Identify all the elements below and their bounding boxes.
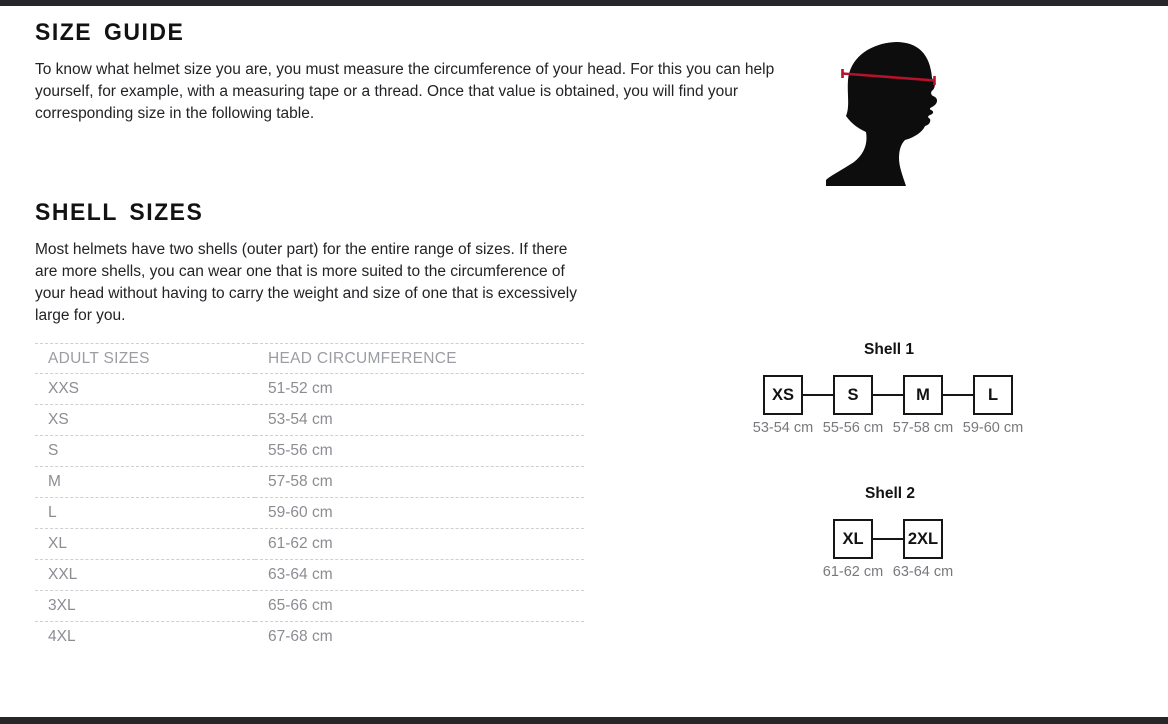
shell-size-item bbox=[958, 375, 1028, 436]
shell-2-diagram bbox=[818, 485, 962, 580]
size-box-xl: XL bbox=[833, 519, 873, 559]
shell-size-item bbox=[888, 519, 958, 580]
size-cell: XS bbox=[48, 411, 69, 428]
shell-2-title: Shell 2 bbox=[865, 485, 915, 502]
table-row bbox=[35, 405, 584, 436]
bottom-bar bbox=[0, 717, 1168, 724]
size-range-label: 53-54 cm bbox=[752, 420, 814, 436]
size-cell: S bbox=[48, 442, 59, 459]
shell-size-item bbox=[818, 519, 888, 580]
size-box-xs: XS bbox=[763, 375, 803, 415]
size-cell: M bbox=[48, 473, 61, 490]
table-row bbox=[35, 591, 584, 622]
size-guide-intro-text: To know what helmet size you are, you must measure the circumference of your head. For this you can help yourself, for example, with a measuring tape or a thread. Once that value is obtained, you will find your corresponding size in the following table. bbox=[35, 61, 775, 122]
adult-sizes-table bbox=[35, 343, 584, 653]
table-row bbox=[35, 467, 584, 498]
circumference-cell: 55-56 cm bbox=[268, 442, 333, 459]
head-silhouette-measure-icon bbox=[826, 40, 958, 188]
table-row bbox=[35, 560, 584, 591]
size-box-2xl: 2XL bbox=[903, 519, 943, 559]
size-cell: 3XL bbox=[48, 597, 76, 614]
size-guide-title: SIZE GUIDE bbox=[35, 18, 185, 46]
circumference-cell: 59-60 cm bbox=[268, 504, 333, 521]
size-range-label: 61-62 cm bbox=[822, 564, 884, 580]
size-range-label: 63-64 cm bbox=[892, 564, 954, 580]
size-range-label: 55-56 cm bbox=[822, 420, 884, 436]
shell-1-diagram bbox=[748, 341, 1030, 436]
circumference-cell: 51-52 cm bbox=[268, 380, 333, 397]
circumference-cell: 61-62 cm bbox=[268, 535, 333, 552]
table-row bbox=[35, 374, 584, 405]
size-cell: XXL bbox=[48, 566, 78, 583]
shell-1-title: Shell 1 bbox=[864, 341, 914, 358]
circumference-cell: 67-68 cm bbox=[268, 628, 333, 646]
shell-size-item bbox=[888, 375, 958, 436]
column-header-adult-sizes: ADULT SIZES bbox=[48, 349, 150, 367]
table-header-row bbox=[35, 344, 584, 374]
size-cell: XXS bbox=[48, 380, 80, 397]
circumference-cell: 65-66 cm bbox=[268, 597, 333, 614]
shell-size-item bbox=[818, 375, 888, 436]
circumference-cell: 63-64 cm bbox=[268, 566, 333, 583]
top-bar bbox=[0, 0, 1168, 6]
size-cell: L bbox=[48, 504, 57, 521]
column-header-head-circumference: HEAD CIRCUMFERENCE bbox=[268, 349, 457, 367]
circumference-cell: 53-54 cm bbox=[268, 411, 333, 428]
circumference-cell: 57-58 cm bbox=[268, 473, 333, 490]
table-row bbox=[35, 622, 584, 653]
shell-sizes-title: SHELL SIZES bbox=[35, 198, 204, 226]
shell-size-item bbox=[748, 375, 818, 436]
shell-1-row bbox=[748, 375, 1030, 436]
size-range-label: 57-58 cm bbox=[892, 420, 954, 436]
size-box-m: M bbox=[903, 375, 943, 415]
table-row bbox=[35, 436, 584, 467]
size-box-s: S bbox=[833, 375, 873, 415]
size-range-label: 59-60 cm bbox=[962, 420, 1024, 436]
size-box-l: L bbox=[973, 375, 1013, 415]
shell-2-row bbox=[818, 519, 962, 580]
size-cell: 4XL bbox=[48, 628, 76, 646]
size-cell: XL bbox=[48, 535, 67, 552]
table-row bbox=[35, 529, 584, 560]
table-row bbox=[35, 498, 584, 529]
shell-sizes-description: Most helmets have two shells (outer part) for the entire range of sizes. If there are more shells, you can wear one that is more suited to the circumference of your head without having to carry the weight and size of one that is excessively large for you. bbox=[35, 241, 577, 324]
